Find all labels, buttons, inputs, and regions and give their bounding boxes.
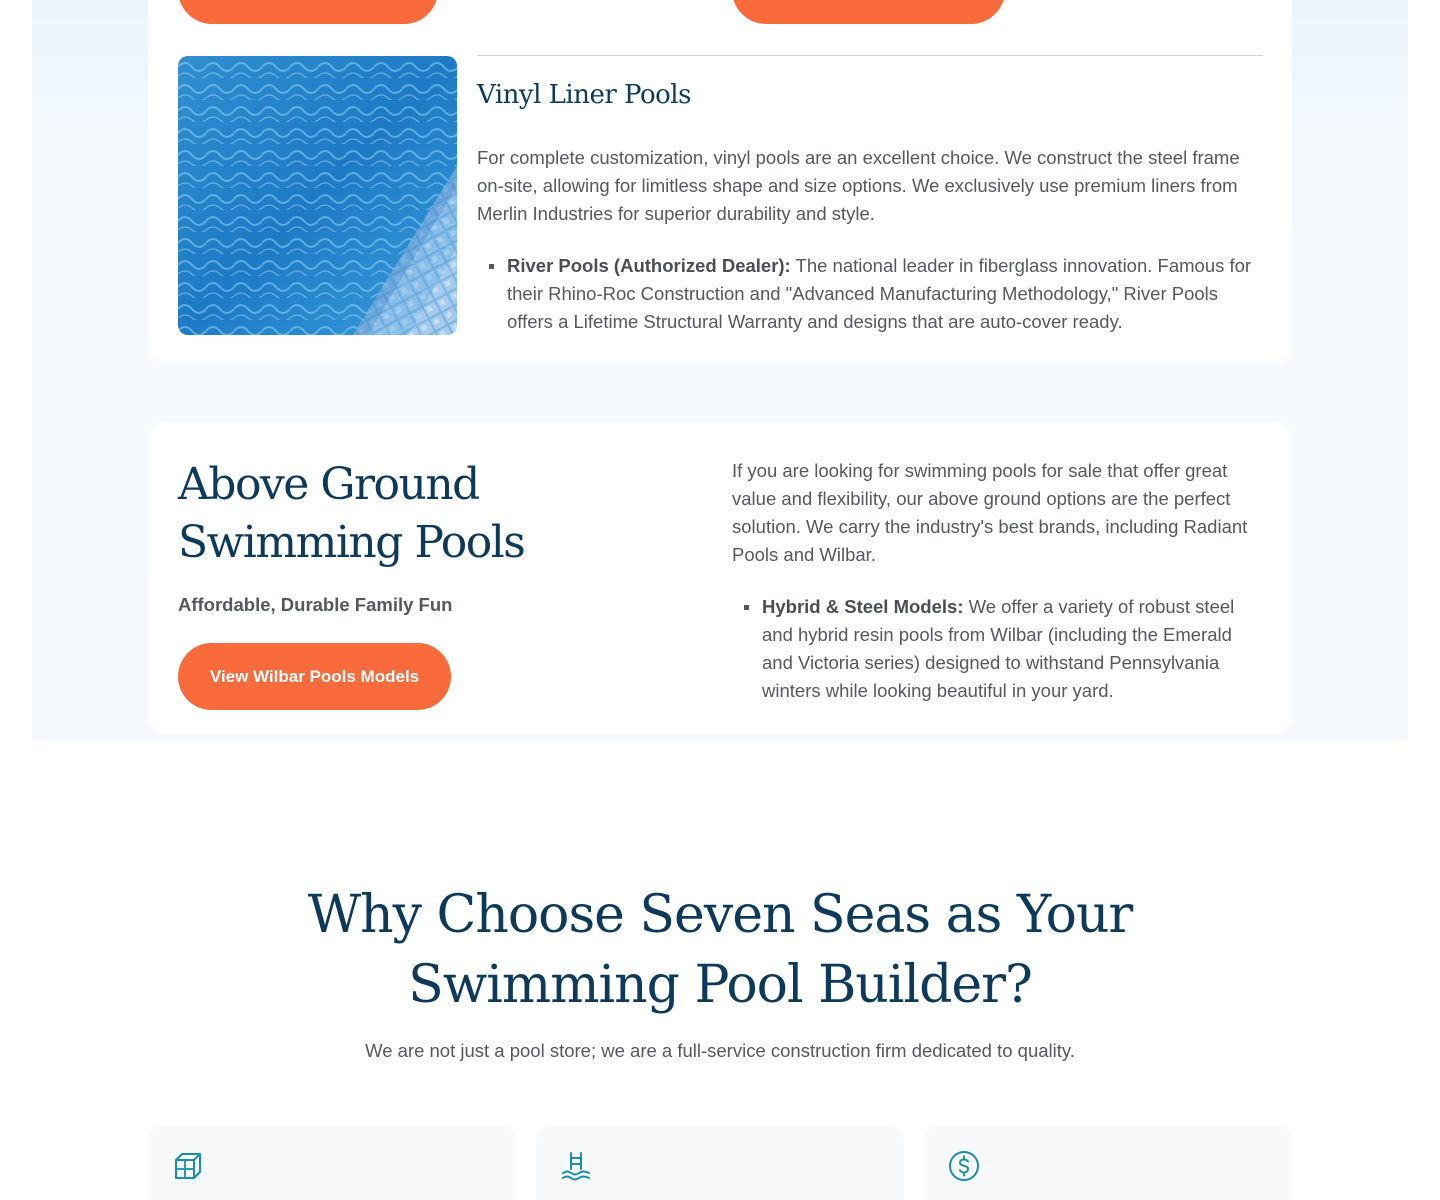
cube-icon (172, 1150, 204, 1182)
previous-section-button-1[interactable] (178, 0, 438, 24)
vinyl-bullet-text: The national leader in fiberglass innovation. Famous for their Rhino-Roc Construction and "Advanced Manufacturing Methodology," River Pools offers a Lifetime Structural Warranty and designs that are auto-cover ready. (507, 255, 1252, 332)
feature-card-pools (536, 1126, 904, 1200)
why-choose-subtitle: We are not just a pool store; we are a full-service construction firm dedicated to quality. (365, 1040, 1075, 1061)
above-ground-bullet-item (732, 593, 1267, 705)
above-ground-bullet-text: We offer a variety of robust steel and hybrid resin pools from Wilbar (including the Emerald and Victoria series) designed to withstand Pennsylvania winters while looking beautiful in your yard. (762, 596, 1235, 701)
vinyl-bullet-bold: River Pools (Authorized Dealer): (507, 255, 791, 276)
above-ground-paragraph: If you are looking for swimming pools for sale that offer great value and flexibility, our above ground options are the perfect solution. We carry the industry's best brands, including Radiant Pools and Wilbar. (732, 460, 1248, 565)
pool-ladder-icon (560, 1150, 592, 1182)
above-ground-title: Above Ground Swimming Pools (178, 459, 525, 568)
section-divider (477, 55, 1263, 56)
above-ground-subtitle: Affordable, Durable Family Fun (178, 594, 453, 615)
dollar-circle-icon (948, 1150, 980, 1182)
feature-card-construction (148, 1126, 516, 1200)
previous-section-button-2[interactable] (732, 0, 1005, 24)
why-choose-title: Why Choose Seven Seas as Your Swimming Pool Builder? (307, 885, 1133, 1015)
feature-card-value (924, 1126, 1292, 1200)
view-wilbar-models-button[interactable]: View Wilbar Pools Models (178, 643, 451, 710)
pool-water-photo (178, 56, 457, 335)
vinyl-title: Vinyl Liner Pools (477, 80, 691, 110)
vinyl-paragraph: For complete customization, vinyl pools are an excellent choice. We construct the steel frame on-site, allowing for limitless shape and size options. We exclusively use premium liners from Merlin Industries for superior durability and style. (477, 147, 1240, 224)
vinyl-bullet-item (477, 252, 1252, 336)
above-ground-bullet-bold: Hybrid & Steel Models: (762, 596, 964, 617)
